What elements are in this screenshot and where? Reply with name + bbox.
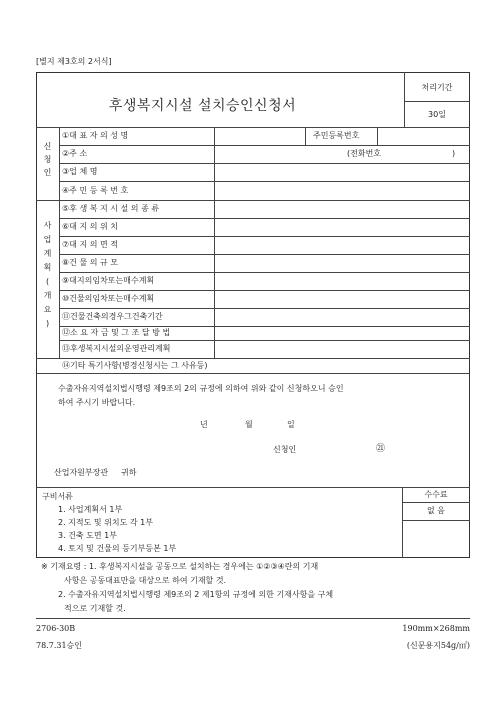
plan-row-label: ⑥대 지 의 위 치 — [62, 222, 118, 231]
plan-row-label: ⑦대 지 의 면 적 — [62, 240, 118, 249]
row-divider — [36, 373, 470, 374]
processing-label: 처리기간 — [421, 83, 453, 92]
row-divider — [59, 326, 470, 327]
row-divider — [59, 308, 470, 309]
row-divider — [59, 340, 470, 341]
date-day: 일 — [287, 420, 295, 429]
resident-id-label: 주민등록번호 — [313, 131, 360, 140]
addressee-honorific: 귀하 — [121, 468, 137, 477]
document-item: 1. 사업계획서 1부 — [58, 505, 123, 514]
plan-row-label: ⑪건물건축의경우그건축기간 — [62, 312, 163, 321]
notes-line: ※ 기재요령 : 1. 후생복지시설을 공동으로 설치하는 경우에는 ①②③④란의 기재 — [41, 562, 319, 571]
row-divider — [59, 145, 470, 146]
divider — [404, 101, 470, 102]
form-title: 후생복지시설 설치승인신청서 — [108, 98, 297, 114]
statement-line: 하여 주시기 바랍니다. — [58, 398, 136, 407]
applicant-row-label: ①대 표 자 의 성 명 — [62, 131, 129, 140]
row-divider — [59, 163, 470, 164]
section-plan: 사 업 계 획 ( 개 요 ) — [43, 221, 52, 328]
fee-divider — [402, 502, 470, 503]
processing-value: 30일 — [428, 110, 446, 119]
row-divider — [59, 272, 470, 273]
notes-line: 사항은 공동대표만을 대상으로 하여 기재할 것. — [64, 576, 227, 585]
form-code: [별지 제3호의 2서식] — [36, 57, 112, 66]
row-divider — [59, 254, 470, 255]
documents-title: 구비서류 — [42, 492, 73, 501]
plan-row-label: ⑤후 생 복 지 시 설 의 종 류 — [62, 204, 160, 213]
notes-line: 적으로 기재할 것. — [64, 604, 126, 613]
phone-label: (전화번호 — [347, 149, 382, 158]
date-year: 년 — [200, 420, 208, 429]
applicant-row-label: ②주 소 — [62, 149, 88, 158]
label-divider — [214, 127, 215, 358]
row-divider — [36, 487, 470, 488]
document-item: 3. 건축 도면 1부 — [58, 531, 117, 540]
section-applicant: 신 청 인 — [43, 142, 52, 177]
cell-divider — [377, 127, 378, 145]
bottom-rule — [36, 618, 470, 619]
fee-divider — [402, 520, 470, 521]
row-divider — [59, 236, 470, 237]
plan-row-label: ⑧건 물 의 규 모 — [62, 258, 118, 267]
notes-line: 2. 수출자유지역설치법시행령 제9조의 2 제1항의 규정에 의한 기재사항을 구체 — [58, 590, 334, 599]
plan-row-label: ⑬후생복지시설의운영관리계획 — [62, 344, 171, 353]
section-divider — [59, 127, 60, 358]
footer-size: 190mm×268mm — [402, 624, 470, 633]
footer-code: 2706-30B — [36, 624, 76, 633]
other-remarks-label: ⑭기타 특기사항(병경신청시는 그 사유등) — [62, 361, 208, 370]
plan-row-label: ⑫소 요 자 금 및 그 조 달 방 법 — [62, 328, 171, 337]
statement-line: 수출자유지역설치법시행령 제9조의 2의 규정에 의하여 위와 같이 신청하오니 승인 — [58, 384, 344, 393]
fee-label: 수수료 — [424, 490, 448, 499]
document-item: 4. 토지 및 건물의 등기부등본 1부 — [58, 544, 177, 553]
addressee: 산업자원부장관 — [54, 468, 109, 477]
document-item: 2. 지적도 및 위치도 각 1부 — [58, 518, 153, 527]
phone-close: ) — [452, 149, 456, 158]
section-divider — [36, 200, 470, 201]
row-divider — [59, 181, 470, 182]
cell-divider — [305, 127, 306, 145]
section-divider — [36, 358, 470, 359]
applicant-row-label: ④주 민 등 록 번 호 — [62, 186, 129, 195]
row-divider — [59, 290, 470, 291]
signature-label: 신청인 — [273, 445, 297, 454]
applicant-row-label: ③업 체 명 — [62, 167, 98, 176]
fee-value: 없 음 — [427, 506, 445, 515]
plan-row-label: ⑩건물의임차또는매수계획 — [62, 294, 155, 303]
footer-paper: (신문용지54g/㎡) — [406, 641, 470, 650]
row-divider — [59, 218, 470, 219]
date-month: 월 — [245, 420, 253, 429]
divider — [36, 127, 470, 128]
plan-row-label: ⑨대지의임차또는매수계획 — [62, 276, 155, 285]
footer-approval: 78.7.31승인 — [36, 641, 82, 650]
seal-mark: ㉑ — [376, 444, 386, 454]
